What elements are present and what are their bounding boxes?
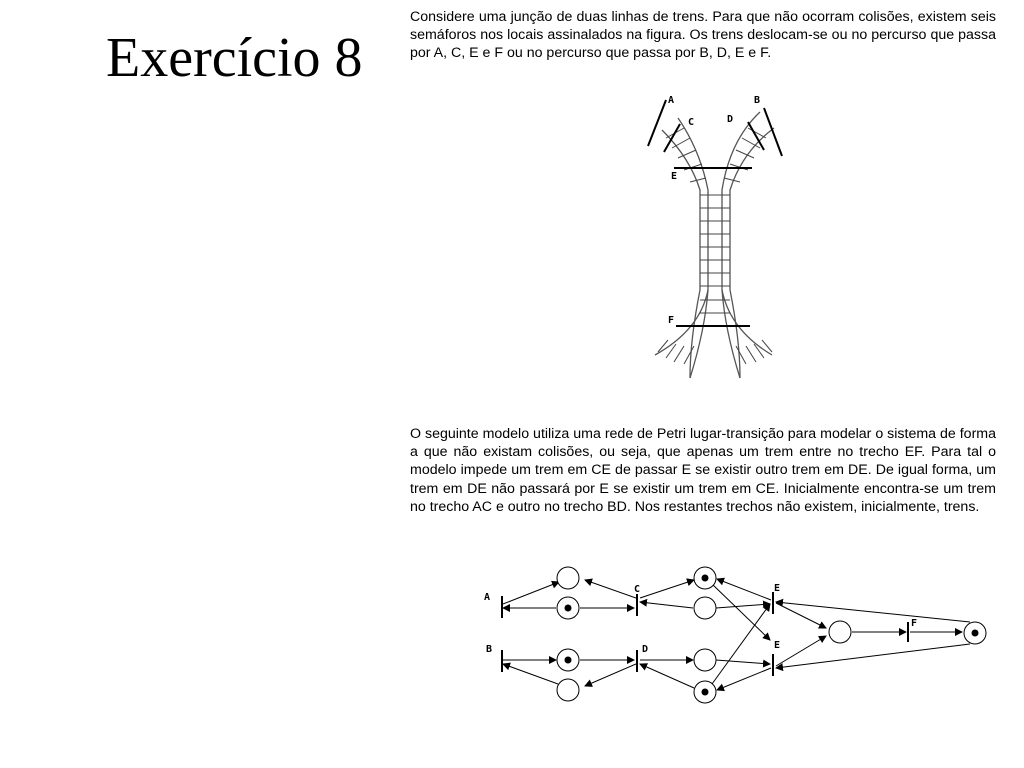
- transition-label-d: D: [642, 644, 649, 655]
- place-de: [694, 649, 716, 671]
- railway-junction-diagram: [640, 90, 790, 385]
- token-p_c_top: [702, 575, 709, 582]
- transition-label-a: A: [484, 592, 491, 603]
- label-d: D: [727, 114, 734, 125]
- token-p_bd: [565, 657, 572, 664]
- transition-label-b: B: [486, 644, 493, 655]
- token-p_d_bottom: [702, 689, 709, 696]
- label-c: C: [688, 117, 695, 128]
- transition-label-e-top: E: [774, 583, 781, 594]
- place-a-top: [557, 567, 579, 589]
- place-ce: [694, 597, 716, 619]
- transition-label-c: C: [634, 584, 641, 595]
- label-b: B: [754, 95, 761, 106]
- slide-title: Exercício 8: [106, 27, 363, 89]
- token-p_ac: [565, 605, 572, 612]
- petri-net-diagram: [480, 560, 990, 710]
- problem-description: Considere uma junção de duas linhas de trens. Para que não ocorram colisões, existem seis semáforos nos locais assinalados na figura. Os trens deslocam-se ou no percurso que passa por A, C, E e F ou no percurso que passa por B, D, E e F.: [410, 9, 996, 62]
- transition-label-e-bottom: E: [774, 640, 781, 651]
- semaphore-b: [764, 108, 782, 156]
- token-p_f: [972, 630, 979, 637]
- semaphore-a: [648, 100, 666, 146]
- place-b-bottom: [557, 679, 579, 701]
- transition-label-f: F: [911, 618, 918, 629]
- model-description: O seguinte modelo utiliza uma rede de Petri lugar-transição para modelar o sistema de forma a que não existam colisões, ou seja, que apenas um trem entre no trecho EF. Para tal o modelo impede um trem em CE de passar E se existir outro trem em DE. De igual forma, um trem em DE não passará por E se existir um trem em CE. Inicialmente encontra-se um trem no trecho AC e outro no trecho BD. Nos restantes trechos não existem, inicialmente, trens.: [410, 426, 996, 515]
- label-e: E: [671, 171, 678, 182]
- place-ef: [829, 621, 851, 643]
- label-a: A: [668, 95, 675, 106]
- token-layer: [565, 575, 979, 696]
- label-f: F: [668, 315, 675, 326]
